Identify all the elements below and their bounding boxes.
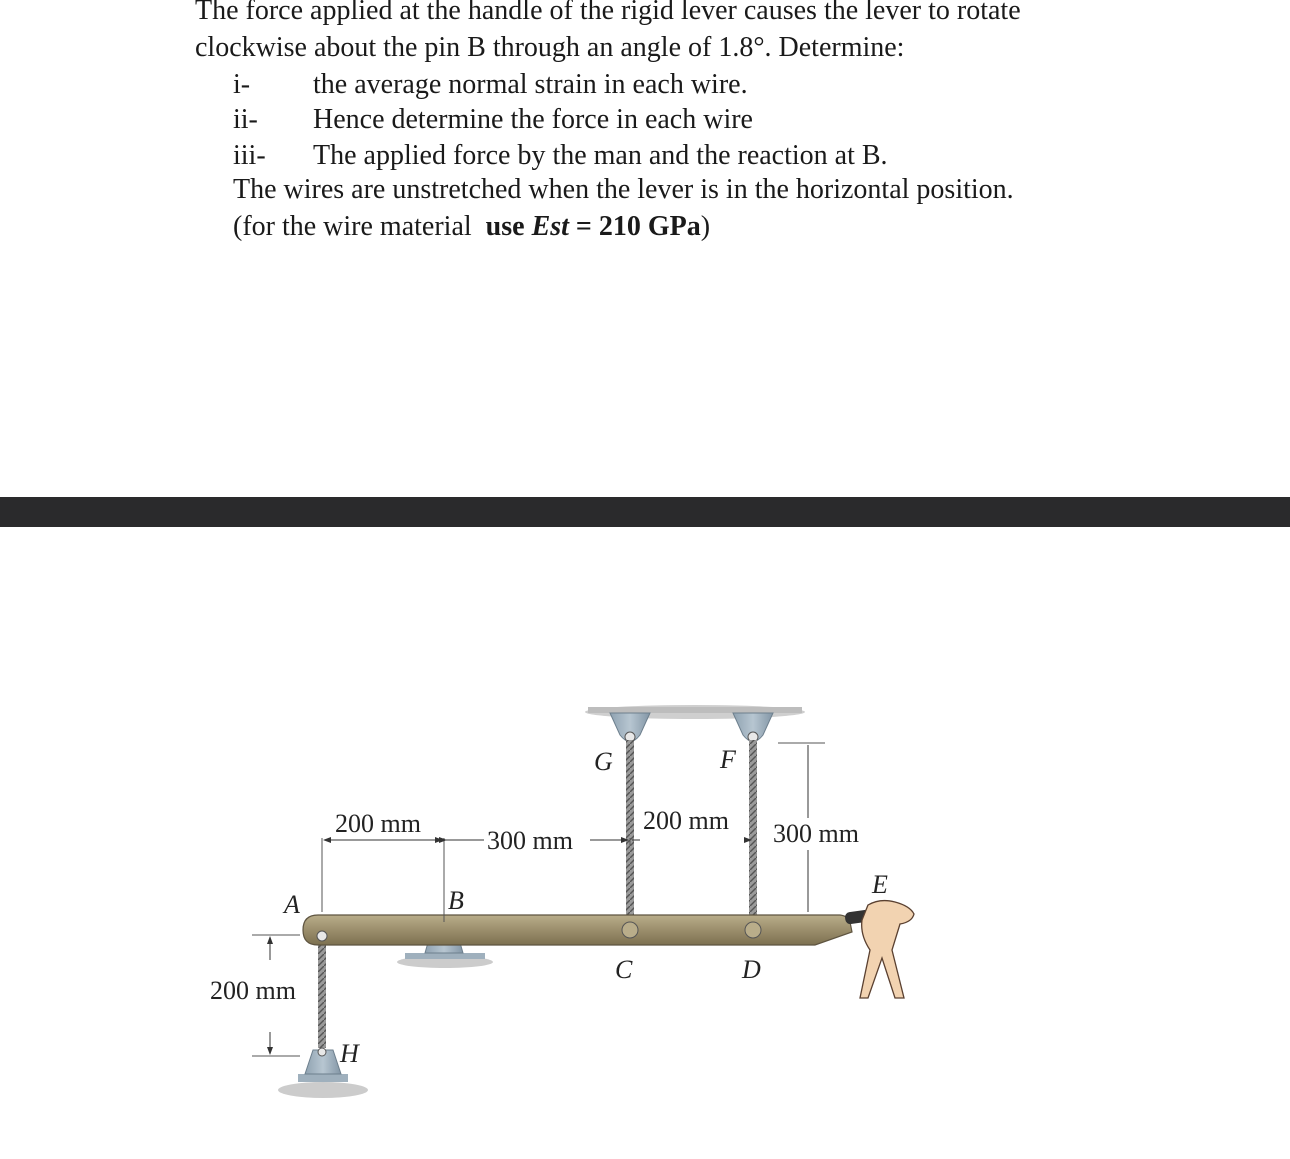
pin-c (622, 922, 638, 938)
material-suffix: ) (700, 211, 711, 242)
label-b: B (448, 886, 464, 915)
problem-line-2: clockwise about the pin B through an angle of 1.8°. Determine: (195, 32, 905, 63)
label-c: C (615, 955, 633, 984)
wire-df (749, 740, 757, 926)
material-line (233, 210, 710, 244)
dim-ah-height: 200 mm (210, 976, 296, 1005)
item-1-text: the average normal strain in each wire. (313, 69, 748, 100)
separator-band (0, 497, 1290, 527)
item-3-text: The applied force by the man and the reaction at B. (313, 140, 888, 171)
label-a: A (284, 890, 300, 919)
item-3-marker: iii- (233, 140, 266, 171)
hand-icon (844, 901, 914, 998)
wire-ah (318, 930, 326, 1048)
dim-bc: 300 mm (487, 826, 573, 855)
dim-ab: 200 mm (335, 809, 421, 838)
material-prefix: (for the wire material (233, 211, 472, 242)
pin-d (745, 922, 761, 938)
material-symbol: Est (531, 211, 569, 242)
lever-figure (0, 560, 1290, 1159)
label-f: F (720, 745, 736, 774)
label-h: H (340, 1039, 359, 1068)
item-2-text: Hence determine the force in each wire (313, 104, 753, 135)
pin-a (317, 931, 327, 941)
dim-cd: 200 mm (643, 806, 729, 835)
label-g: G (594, 747, 613, 776)
item-1-marker: i- (233, 69, 251, 100)
lever (303, 915, 852, 945)
dim-de-height: 300 mm (773, 819, 859, 848)
item-2-marker: ii- (233, 104, 258, 135)
label-e: E (872, 870, 888, 899)
note-line: The wires are unstretched when the lever is in the horizontal position. (233, 174, 1014, 205)
material-use: use (485, 211, 525, 242)
label-d: D (742, 955, 761, 984)
problem-line-1: The force applied at the handle of the rigid lever causes the lever to rotate (195, 0, 1021, 26)
wire-cg (626, 740, 634, 926)
material-value: = 210 GPa (575, 211, 701, 242)
